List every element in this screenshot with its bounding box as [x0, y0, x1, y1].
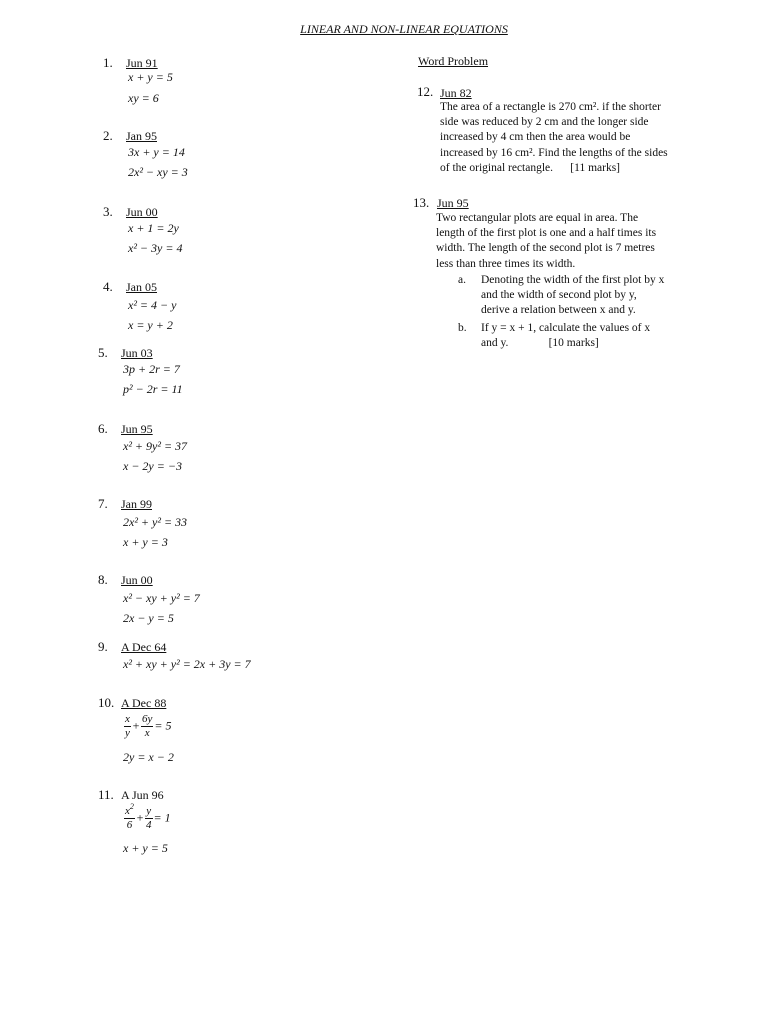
problem-13a-text	[481, 273, 721, 319]
problem-12-code: Jun 82	[440, 86, 472, 100]
problem-2-eq1: 3x + y = 14	[128, 145, 185, 159]
problem-12-number: 12.	[417, 84, 434, 99]
fraction: $\frac{6y}{x}$	[142, 713, 153, 739]
problem-10-eq2: 2y = x − 2	[123, 750, 174, 764]
problem-12-text	[440, 100, 710, 176]
problem-7-eq2: x + y = 3	[123, 535, 168, 549]
problem-3-number: 3.	[103, 204, 113, 219]
problem-4-eq1: x² = 4 − y	[128, 298, 177, 312]
problem-9-code: A Dec 64	[121, 640, 167, 654]
problem-7-eq1: 2x² + y² = 33	[123, 515, 188, 529]
problem-9-number: 9.	[98, 639, 108, 654]
problem-1-eq1: x + y = 5	[128, 70, 173, 84]
word-problem-heading: Word Problem	[418, 54, 489, 68]
problem-11-eq1: $\frac{x^2}{6}$ + $\frac{y}{4}$ = 1	[125, 802, 171, 831]
problem-5-number: 5.	[98, 345, 108, 360]
problem-10-code: A Dec 88	[121, 696, 167, 710]
problem-5-eq1: 3p + 2r = 7	[123, 362, 180, 376]
problem-7-code: Jan 99	[121, 497, 152, 511]
problem-4-eq2: x = y + 2	[128, 318, 173, 332]
problem-6-eq2: x − 2y = −3	[123, 459, 182, 473]
problem-2-number: 2.	[103, 128, 113, 143]
problem-8-eq1: x² − xy + y² = 7	[123, 591, 200, 605]
problem-10-eq1: $\frac{x}{y}$ + $\frac{6y}{x}$ = 5	[125, 713, 172, 739]
problem-6-number: 6.	[98, 421, 108, 436]
problem-11-eq2: x + y = 5	[123, 841, 168, 855]
problem-13-number: 13.	[413, 195, 430, 210]
problem-8-code: Jun 00	[121, 573, 153, 587]
fraction: $\frac{y}{4}$	[146, 805, 152, 831]
problem-4-code: Jan 05	[126, 280, 157, 294]
problem-2-code: Jan 95	[126, 129, 157, 143]
problem-8-number: 8.	[98, 572, 108, 587]
problem-13b-label: b.	[458, 322, 467, 334]
problem-1-code: Jun 91	[126, 56, 158, 70]
problem-13a-label: a.	[458, 274, 466, 286]
text-line: increased by 16 cm². Find the lengths of the sides	[440, 146, 668, 159]
problem-10-number: 10.	[98, 695, 115, 710]
text-line: and y. [10 marks]	[481, 337, 599, 350]
text-line: Two rectangular plots are equal in area. The	[436, 212, 639, 224]
problem-5-eq2: p² − 2r = 11	[123, 382, 183, 396]
text-line: of the original rectangle. [11 marks]	[440, 161, 620, 174]
problem-13-text	[436, 211, 716, 272]
problem-5-code: Jun 03	[121, 346, 153, 360]
problem-6-eq1: x² + 9y² = 37	[123, 439, 188, 453]
text-line: side was reduced by 2 cm and the longer side	[440, 116, 649, 129]
fraction: $\frac{x}{y}$	[125, 713, 130, 739]
text-line: derive a relation between x and y.	[481, 304, 636, 317]
problem-8-eq2: 2x − y = 5	[123, 611, 174, 625]
problem-11-number: 11.	[98, 787, 114, 802]
problem-3-eq1: x + 1 = 2y	[128, 221, 179, 235]
text-line: length of the first plot is one and a half times its	[436, 227, 657, 240]
problem-13b-text	[481, 321, 721, 351]
text-line: and the width of second plot by y,	[481, 289, 637, 302]
problem-6-code: Jun 95	[121, 422, 153, 436]
problem-11-code: A Jun 96	[121, 788, 164, 802]
text-line: The area of a rectangle is 270 cm². if the shorter	[440, 101, 661, 113]
problem-7-number: 7.	[98, 496, 108, 511]
problem-1-eq2: xy = 6	[128, 91, 159, 105]
problem-2-eq2: 2x² − xy = 3	[128, 165, 188, 179]
problem-13-code: Jun 95	[437, 196, 469, 210]
fraction: $\frac{x^2}{6}$	[125, 802, 134, 831]
problem-3-code: Jun 00	[126, 205, 158, 219]
problem-4-number: 4.	[103, 279, 113, 294]
problem-3-eq2: x² − 3y = 4	[128, 241, 183, 255]
text-line: If y = x + 1, calculate the values of x	[481, 322, 651, 334]
text-line: less than three times its width.	[436, 257, 576, 270]
page-title: LINEAR AND NON-LINEAR EQUATIONS	[300, 22, 508, 36]
problem-1-number: 1.	[103, 55, 113, 70]
problem-9-eq1: x² + xy + y² = 2x + 3y = 7	[123, 657, 251, 671]
text-line: width. The length of the second plot is 7 metres	[436, 242, 655, 255]
text-line: increased by 4 cm then the area would be	[440, 131, 631, 144]
text-line: Denoting the width of the first plot by x	[481, 274, 665, 286]
